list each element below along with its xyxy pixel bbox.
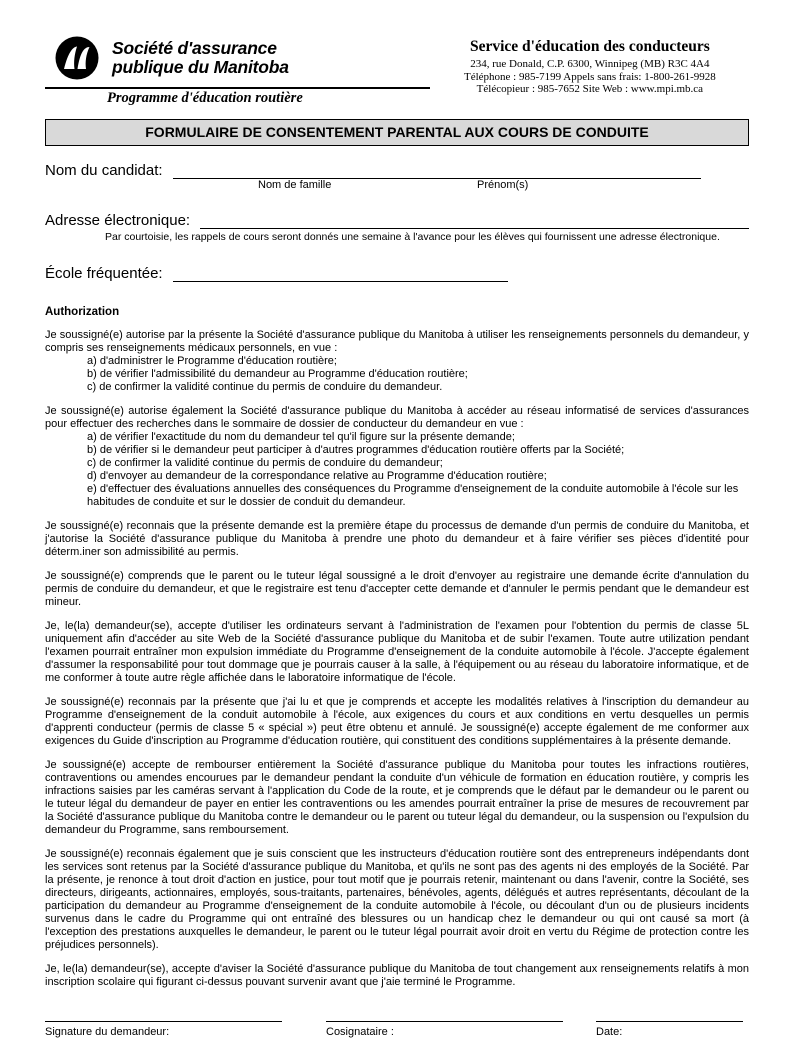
date-block bbox=[596, 1021, 743, 1038]
consent-paragraph-9 bbox=[45, 963, 749, 989]
consent-paragraph-7 bbox=[45, 759, 749, 837]
applicant-signature-label: Signature du demandeur: bbox=[45, 1026, 170, 1038]
date-label: Date: bbox=[596, 1026, 623, 1038]
service-phone: Téléphone : 985-7199 Appels sans frais: 1-800-261-9928 bbox=[464, 70, 716, 83]
date-line[interactable] bbox=[596, 1021, 743, 1022]
list-item: d) d'envoyer au demandeur de la correspondance relative au Programme d'éducation routière; bbox=[87, 470, 547, 483]
list-item: b) de vérifier si le demandeur peut participer à d'autres programmes d'éducation routière offerts par la Société; bbox=[87, 444, 625, 457]
consent-paragraph-5 bbox=[45, 620, 749, 685]
cosigner-signature-line[interactable] bbox=[326, 1021, 563, 1022]
consent-paragraph-6 bbox=[45, 696, 749, 748]
header-rule bbox=[45, 87, 430, 89]
candidate-name-field bbox=[45, 161, 749, 179]
paragraph-text: Je soussigné(e) reconnais par la présente que j'ai lu et que je comprends et accepte les modalités relatives à l'inscription du demandeur au Programme d'enseignement de la conduit automobile à l'école, aux exigences du cours et aux conditions en vertu desquelles un permis d'apprenti conducteur (permis de classe 5 « spécial ») peut être obtenu et annulé. Je soussigné(e) accepte également de me conformer aux exigences du Guide d'inscription au Programme d'éducation routière, qui constituent des conditions supplémentaires à la présente demande. bbox=[45, 696, 749, 748]
school-label: École fréquentée: bbox=[45, 265, 163, 283]
consent-paragraph-1 bbox=[45, 329, 749, 394]
paragraph-text: Je soussigné(e) autorise par la présente la Société d'assurance publique du Manitoba à utiliser les renseignements personnels du demandeur, y compris ses renseignements médicaux personnels, en vue : bbox=[45, 329, 749, 355]
mpi-logo-icon bbox=[55, 36, 99, 80]
paragraph-text: Je soussigné(e) autorise également la Société d'assurance publique du Manitoba à accéder au réseau informatisé de services d'assurances pour effectuer des recherches dans le sommaire de dossier de conducteur du demandeur en vue : bbox=[45, 405, 749, 431]
document-header bbox=[45, 36, 749, 107]
signature-section bbox=[45, 1021, 749, 1038]
paragraph-text: Je, le(la) demandeur(se), accepte d'aviser la Société d'assurance publique du Manitoba de tout changement aux renseignements relatifs à mon inscription scolaire qui figurant ci-dessus pouvant survenir avant que j'aie terminé le Programme. bbox=[45, 963, 749, 989]
authorization-section bbox=[45, 306, 749, 989]
cosigner-signature-block bbox=[326, 1021, 563, 1038]
paragraph-text: Je soussigné(e) accepte de rembourser entièrement la Société d'assurance publique du Manitoba pour toutes les infractions routières, contraventions ou amendes encourues par le demandeur pendant la conduite d'un véhicule de formation en éducation routière, y compris les infractions saisies par les caméras servant à l'application du Code de la route, et je comprends que le défaut par le demandeur ou le parent ou le tuteur légal du demandeur de payer en entier les contraventions ou les amendes pourrait entraîner la prise de mesures de recouvrement par la Société d'assurance publique du Manitoba contre le demandeur ou le parent ou tuteur légal du demandeur, ou la suspension ou l'expulsion du demandeur du Programme, sans remboursement. bbox=[45, 759, 749, 837]
candidate-name-input[interactable] bbox=[173, 161, 701, 179]
cosigner-signature-label: Cosignataire : bbox=[326, 1026, 394, 1038]
paragraph-text: Je soussigné(e) reconnais également que je suis conscient que les instructeurs d'éducation routière sont des entrepreneurs indépendants dont les services sont retenus par la Société d'assurance publique du Manitoba, et qu'ils ne sont pas des agents ni des employés de la Société. Par la présente, je renonce à tout droit d'action en justice, pour tout motif que je pourrais retenir, maintenant ou dans l'avenir, contre la Société, ses directeurs, dirigeants, actionnaires, employés, sous-traitants, partenaires, bénévoles, agents, délégués et autres représentants, découlant de la participation du demandeur au Programme d'enseignement de la conduite automobile à l'école, ou découlant d'un ou de plusieurs incidents survenus dans le cadre du Programme qui ont entraîné des blessures ou un handicap chez le demandeur ou qui ont causé sa mort (à l'exception des prestations auxquelles le demandeur, le parent ou le tuteur légal pourrait avoir droit en vertu du Régime de protection contre les préjudices personnels). bbox=[45, 848, 749, 952]
school-field bbox=[45, 264, 749, 282]
consent-paragraph-4 bbox=[45, 570, 749, 609]
consent-paragraph-8 bbox=[45, 848, 749, 952]
paragraph-1-items bbox=[87, 355, 749, 394]
list-item: e) d'effectuer des évaluations annuelles des conséquences du Programme d'enseignement de la conduite automobile à l'école sur les habitudes de conduite et sur le dossier de conduit du demandeur. bbox=[87, 483, 739, 509]
authorization-heading: Authorization bbox=[45, 306, 120, 319]
paragraph-text: Je soussigné(e) comprends que le parent ou le tuteur légal soussigné a le droit d'envoyer au registraire une demande écrite d'annulation du permis de conduire du demandeur, et que le registraire est tenu d'accepter cette demande et d'annuler le permis pendant que le demandeur est mineur. bbox=[45, 570, 749, 609]
org-name-line1: Société d'assurance bbox=[112, 38, 277, 59]
consent-paragraph-2 bbox=[45, 405, 749, 509]
applicant-signature-line[interactable] bbox=[45, 1021, 282, 1022]
candidate-name-sublabels bbox=[45, 179, 749, 193]
service-fax-web: Télécopieur : 985-7652 Site Web : www.mpi.mb.ca bbox=[476, 83, 704, 96]
email-note: Par courtoisie, les rappels de cours seront donnés une semaine à l'avance pour les élèves qui fournissent une adresse électronique. bbox=[105, 230, 720, 243]
consent-paragraph-3 bbox=[45, 520, 749, 559]
service-title: Service d'éducation des conducteurs bbox=[469, 38, 710, 55]
email-field bbox=[45, 210, 749, 228]
org-block bbox=[45, 36, 431, 107]
program-name: Programme d'éducation routière bbox=[107, 90, 303, 106]
list-item: a) d'administrer le Programme d'éducation routière; bbox=[87, 355, 337, 368]
paragraph-2-items bbox=[87, 431, 749, 509]
org-name-line2: publique du Manitoba bbox=[112, 57, 289, 77]
service-address: 234, rue Donald, C.P. 6300, Winnipeg (MB) R3C 4A4 bbox=[470, 58, 710, 70]
school-input[interactable] bbox=[173, 264, 508, 282]
list-item: c) de confirmer la validité continue du permis de conduire du demandeur; bbox=[87, 457, 443, 470]
email-label: Adresse électronique: bbox=[45, 211, 191, 229]
paragraph-text: Je, le(la) demandeur(se), accepte d'utiliser les ordinateurs servant à l'administration de l'examen pour l'obtention du permis de classe 5L uniquement afin d'accéder au site Web de la Société d'assurance publique du Manitoba et de subir l'examen. Toute autre utilization pendant l'examen pourrait entraîner mon expulsion immédiate du Programme d'enseignement de la conduite automobile à l'école. J'accepte également d'assumer la responsabilité pour tout dommage que je pourrais causer à la salle, à l'équipement ou au réseau du laboratoire informatique, et de me conformer à toute autre règle affichée dans le laboratoire informatique de l'école. bbox=[45, 620, 749, 685]
list-item: b) de vérifier l'admissibilité du demandeur au Programme d'éducation routière; bbox=[87, 368, 468, 381]
service-info bbox=[431, 36, 749, 96]
form-title: FORMULAIRE DE CONSENTEMENT PARENTAL AUX COURS DE CONDUITE bbox=[45, 119, 749, 146]
paragraph-text: Je soussigné(e) reconnais que la présente demande est la première étape du processus de demande d'un permis de conduire du Manitoba, et j'autorise la Société d'assurance publique du Manitoba à prendre une photo du demandeur et à faire vérifier ses pièces d'identité pour déterm.iner son admissibilité au permis. bbox=[45, 520, 749, 559]
family-name-sublabel: Nom de famille bbox=[258, 179, 332, 192]
list-item: a) de vérifier l'exactitude du nom du demandeur tel qu'il figure sur la présente demande; bbox=[87, 431, 515, 444]
list-item: c) de confirmer la validité continue du permis de conduire du demandeur. bbox=[87, 381, 443, 394]
given-name-sublabel: Prénom(s) bbox=[477, 179, 529, 192]
candidate-name-label: Nom du candidat: bbox=[45, 162, 163, 180]
org-name bbox=[112, 39, 289, 77]
applicant-signature-block bbox=[45, 1021, 282, 1038]
email-input[interactable] bbox=[200, 210, 749, 228]
